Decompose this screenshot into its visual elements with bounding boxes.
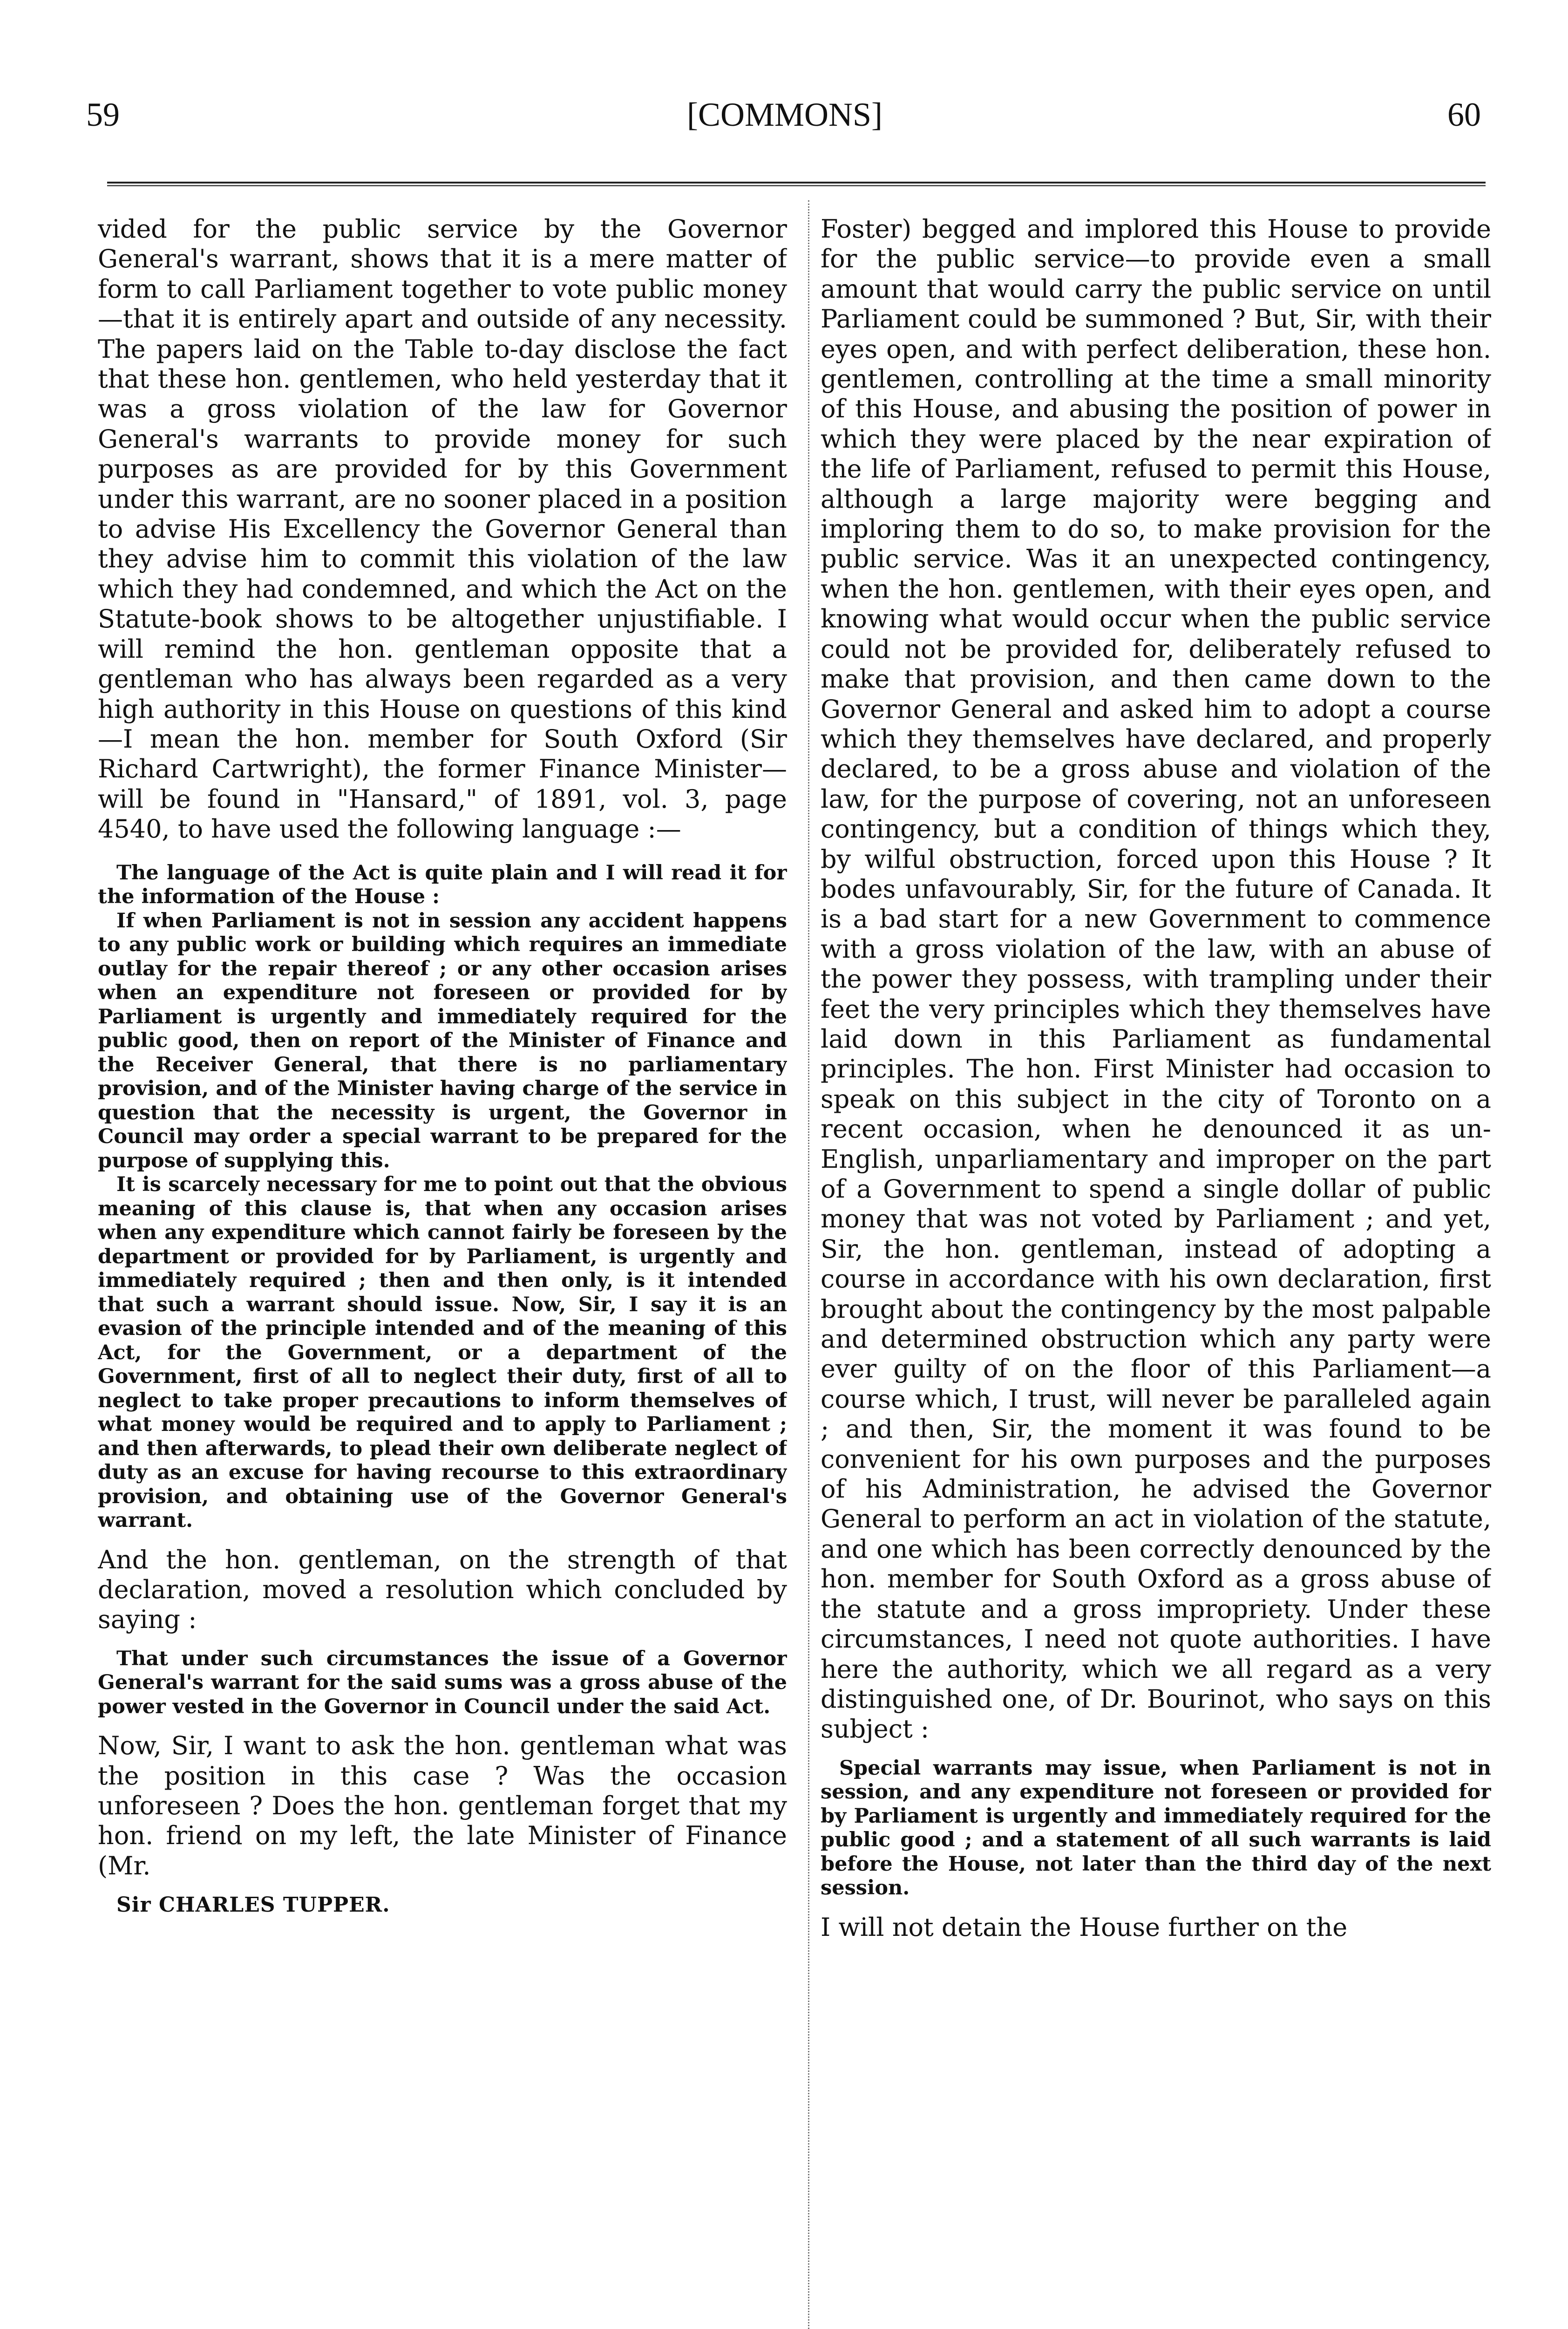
right-column xyxy=(821,214,1491,1942)
left-quote-1-act: If when Parliament is not in session any accident happens to any public work or building which requires an immediate outlay for the repair thereof ; or any other occasion arises when an expenditure not foreseen or provided for by Parliament is urgently and immediately required for the public good, then on report of the Minister of Finance and the Receiver General, that there is no parliamentary provision, and of the Minister having charge of the service in question that the necessity is urgent, the Governor in Council may order a special warrant to be prepared for the purpose of supplying this. xyxy=(98,909,787,1172)
speaker-name: Sir CHARLES TUPPER. xyxy=(116,1893,390,1917)
left-paragraph-3: Now, Sir, I want to ask the hon. gentleman what was the position in this case ? Was the occasion unforeseen ? Does the hon. gentleman forget that my hon. friend on my left, the late Minister of Finance (Mr. xyxy=(98,1731,787,1880)
left-quote-1-commentary: It is scarcely necessary for me to point out that the obvious meaning of this clause is, that when any occasion arises when any expenditure which cannot fairly be foreseen by the department or provided for by Parliament, is urgently and immediately required ; then and then only, is it intended that such a warrant should issue. Now, Sir, I say it is an evasion of the principle intended and of the meaning of this Act, for the Government, or a department of the Government, first of all to neglect their duty, first of all to neglect to take proper precautions to inform themselves of what money would be required and to apply to Parliament ; and then afterwards, to plead their own deliberate neglect of duty as an excuse for having recourse to this extraordinary provision, and obtaining use of the Governor General's warrant. xyxy=(98,1173,787,1532)
right-paragraph-2: I will not detain the House further on the xyxy=(821,1912,1348,1942)
header-rule xyxy=(107,182,1486,186)
page-number-right: 60 xyxy=(1447,96,1481,133)
page-title: [COMMONS] xyxy=(686,96,883,133)
left-paragraph-1: vided for the public service by the Governor General's warrant, shows that it is a mere matter of form to call Parliament together to vote public money—that it is entirely apart and outside of any necessity. The papers laid on the Table to-day disclose the fact that these hon. gentlemen, who held yesterday that it was a gross violation of the law for Governor General's warrants to provide money for such purposes as are provided for by this Government under this warrant, are no sooner placed in a position to advise His Excellency the Governor General than they advise him to commit this violation of the law which they had condemned, and which the Act on the Statute-book shows to be altogether unjustifiable. I will remind the hon. gentleman opposite that a gentleman who has always been regarded as a very high authority in this House on questions of this kind—I mean the hon. member for South Oxford (Sir Richard Cartwright), the former Finance Minister—will be found in "Hansard," of 1891, vol. 3, page 4540, to have used the following language :— xyxy=(98,214,787,844)
page-number-left: 59 xyxy=(86,96,120,133)
left-quote-2-resolution: That under such circumstances the issue of a Governor General's warrant for the said sums was a gross abuse of the power vested in the Governor in Council under the said Act. xyxy=(98,1647,787,1718)
right-paragraph-1: Foster) begged and implored this House to provide for the public service—to provide even a small amount that would carry the public service on until Parliament could be summoned ? But, Sir, with their eyes open, and with perfect deliberation, these hon. gentlemen, controlling at the time a small minority of this House, and abusing the position of power in which they were placed by the near expiration of the life of Parliament, refused to permit this House, although a large majority were begging and imploring them to do so, to make provision for the public service. Was it an unexpected contingency, when the hon. gentlemen, with their eyes open, and knowing what would occur when the public service could not be provided for, deliberately refused to make that provision, and then came down to the Governor General and asked him to adopt a course which they themselves have declared, and properly declared, to be a gross abuse and violation of the law, for the purpose of covering, not an unforeseen contingency, but a condition of things which they, by wilful obstruction, forced upon this House ? It bodes unfavourably, Sir, for the future of Canada. It is a bad start for a new Government to commence with a gross violation of the law, with an abuse of the power they possess, with trampling under their feet the very principles which they themselves have laid down in this Parliament as fundamental principles. The hon. First Minister had occasion to speak on this subject in the city of Toronto on a recent occasion, when he denounced it as un-English, unparliamentary and improper on the part of a Government to spend a single dollar of public money that was not voted by Parliament ; and yet, Sir, the hon. gentleman, instead of adopting a course in accordance with his own declaration, first brought about the contingency by the most palpable and determined obstruction which any party were ever guilty of on the floor of this Parliament—a course which, I trust, will never be paralleled again ; and then, Sir, the moment it was found to be convenient for his own purposes and the purposes of his Administration, he advised the Governor General to perform an act in violation of the statute, and one which has been correctly denounced by the hon. member for South Oxford as a gross abuse of the statute and a gross impropriety. Under these circumstances, I need not quote authorities. I have here the authority, which we all regard as a very distinguished one, of Dr. Bourinot, who says on this subject : xyxy=(821,214,1491,1744)
left-column xyxy=(98,214,787,1917)
page-header xyxy=(84,95,1486,147)
left-paragraph-2: And the hon. gentleman, on the strength of that declaration, moved a resolution which concluded by saying : xyxy=(98,1545,787,1634)
left-quote-1-intro: The language of the Act is quite plain and I will read it for the information of the House : xyxy=(98,861,787,909)
column-divider xyxy=(808,200,809,2329)
right-quote-bourinot: Special warrants may issue, when Parliament is not in session, and any expenditure not foreseen or provided for by Parliament is urgently and immediately required for the public good ; and a statement of all such warrants is laid before the House, not later than the third day of the next session. xyxy=(821,1756,1491,1900)
